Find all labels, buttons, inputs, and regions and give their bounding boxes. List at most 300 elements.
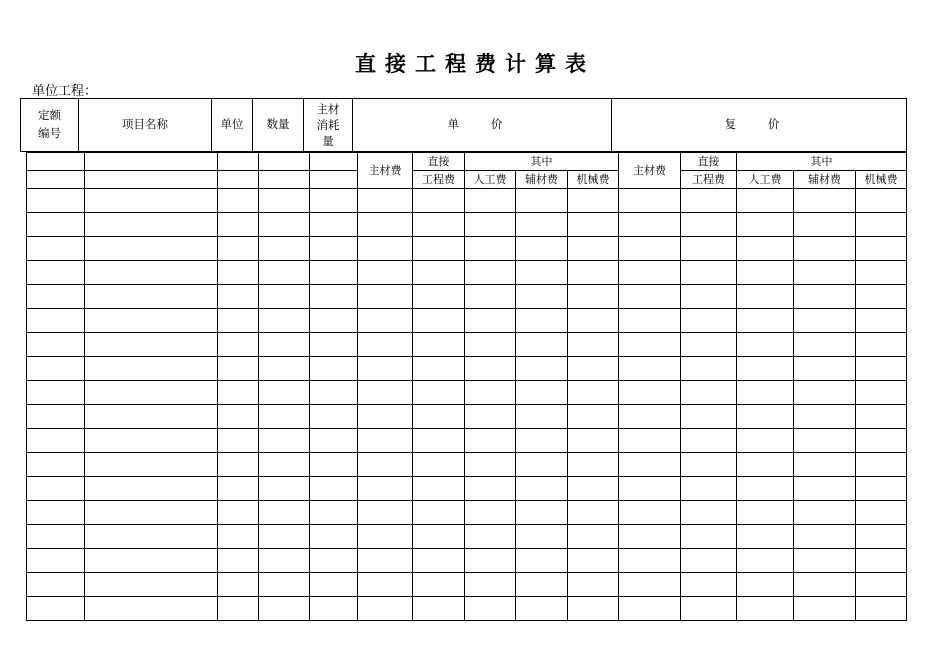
table-cell[interactable]: [310, 357, 358, 381]
table-cell[interactable]: [568, 501, 619, 525]
table-cell[interactable]: [218, 573, 259, 597]
table-cell[interactable]: [737, 237, 794, 261]
table-cell[interactable]: [856, 237, 907, 261]
header-total-price: 复 价: [612, 99, 907, 152]
table-cell[interactable]: [413, 285, 465, 309]
table-row: [27, 453, 907, 477]
table-cell[interactable]: [681, 213, 737, 237]
table-cell[interactable]: [218, 189, 259, 213]
header-main-material-consumption: [304, 99, 353, 152]
table-cell[interactable]: [465, 453, 516, 477]
table-cell[interactable]: [358, 405, 413, 429]
table-cell[interactable]: [218, 333, 259, 357]
table-cell[interactable]: [358, 429, 413, 453]
table-cell[interactable]: [681, 525, 737, 549]
table-cell[interactable]: [358, 501, 413, 525]
table-cell[interactable]: [794, 525, 856, 549]
table-cell[interactable]: [85, 213, 218, 237]
unit-direct-cost-line2: 工程费: [413, 171, 465, 189]
table-cell[interactable]: [358, 381, 413, 405]
table-cell[interactable]: [259, 285, 310, 309]
table-cell[interactable]: [413, 189, 465, 213]
table-cell[interactable]: [358, 333, 413, 357]
total-of-which: 其中: [737, 153, 907, 171]
table-cell[interactable]: [681, 381, 737, 405]
table-cell[interactable]: [619, 357, 681, 381]
table-cell[interactable]: [465, 477, 516, 501]
table-cell[interactable]: [516, 405, 568, 429]
table-cell[interactable]: [218, 381, 259, 405]
table-cell[interactable]: [794, 501, 856, 525]
table-cell[interactable]: [619, 333, 681, 357]
table-cell[interactable]: [310, 405, 358, 429]
table-cell[interactable]: [619, 477, 681, 501]
table-cell[interactable]: [259, 333, 310, 357]
table-body: [27, 189, 907, 621]
table-cell[interactable]: [681, 309, 737, 333]
table-cell[interactable]: [619, 189, 681, 213]
table-cell[interactable]: [619, 405, 681, 429]
table-cell[interactable]: [794, 429, 856, 453]
table-cell[interactable]: [85, 333, 218, 357]
table-cell[interactable]: [85, 597, 218, 621]
table-cell[interactable]: [310, 549, 358, 573]
table-cell[interactable]: [681, 429, 737, 453]
table-cell[interactable]: [737, 189, 794, 213]
table-cell[interactable]: [218, 237, 259, 261]
table-cell[interactable]: [218, 597, 259, 621]
table-cell[interactable]: [856, 405, 907, 429]
header-unit-price: 单 价: [353, 99, 612, 152]
table-cell[interactable]: [358, 477, 413, 501]
table-cell[interactable]: [218, 261, 259, 285]
table-cell[interactable]: [358, 549, 413, 573]
table-cell[interactable]: [856, 357, 907, 381]
table-cell[interactable]: [856, 285, 907, 309]
table-cell[interactable]: [27, 189, 85, 213]
table-cell[interactable]: [85, 429, 218, 453]
table-cell[interactable]: [568, 237, 619, 261]
table-cell[interactable]: [259, 357, 310, 381]
table-cell[interactable]: [310, 285, 358, 309]
table-cell[interactable]: [465, 405, 516, 429]
table-cell[interactable]: [259, 189, 310, 213]
cost-calculation-table: [26, 152, 907, 621]
table-cell[interactable]: [737, 261, 794, 285]
table-cell[interactable]: [619, 213, 681, 237]
table-cell[interactable]: [856, 477, 907, 501]
unit-labor-fee: 人工费: [465, 171, 516, 189]
table-cell[interactable]: [358, 189, 413, 213]
table-cell[interactable]: [259, 549, 310, 573]
table-cell[interactable]: [856, 549, 907, 573]
table-cell[interactable]: [310, 429, 358, 453]
table-cell[interactable]: [85, 285, 218, 309]
table-cell[interactable]: [794, 357, 856, 381]
table-cell[interactable]: [465, 261, 516, 285]
table-cell[interactable]: [413, 525, 465, 549]
table-cell[interactable]: [619, 285, 681, 309]
table-cell[interactable]: [465, 213, 516, 237]
table-cell[interactable]: [218, 549, 259, 573]
table-cell[interactable]: [310, 453, 358, 477]
header-quantity: 数量: [253, 99, 304, 152]
table-cell[interactable]: [310, 189, 358, 213]
table-cell[interactable]: [856, 525, 907, 549]
header-mmc-line1: 主材: [316, 101, 340, 116]
table-cell[interactable]: [568, 525, 619, 549]
table-cell[interactable]: [568, 429, 619, 453]
table-cell[interactable]: [737, 429, 794, 453]
table-cell[interactable]: [737, 213, 794, 237]
table-cell[interactable]: [856, 309, 907, 333]
table-cell[interactable]: [465, 549, 516, 573]
table-cell[interactable]: [259, 477, 310, 501]
table-cell[interactable]: [568, 477, 619, 501]
total-labor-fee: 人工费: [737, 171, 794, 189]
table-cell[interactable]: [358, 525, 413, 549]
table-cell[interactable]: [465, 333, 516, 357]
table-row: [27, 237, 907, 261]
table-cell[interactable]: [568, 405, 619, 429]
table-cell[interactable]: [681, 453, 737, 477]
empty-cell: [85, 171, 218, 189]
table-cell[interactable]: [218, 477, 259, 501]
table-cell[interactable]: [619, 501, 681, 525]
table-cell[interactable]: [310, 573, 358, 597]
table-cell[interactable]: [259, 453, 310, 477]
table-cell[interactable]: [218, 213, 259, 237]
table-cell[interactable]: [794, 285, 856, 309]
header-mmc-line2: 消耗: [316, 117, 340, 132]
table-cell[interactable]: [516, 381, 568, 405]
table-cell[interactable]: [218, 453, 259, 477]
table-cell[interactable]: [856, 189, 907, 213]
page-title: 直接工程费计算表: [355, 51, 595, 76]
table-cell[interactable]: [358, 309, 413, 333]
table-cell[interactable]: [681, 237, 737, 261]
table-cell[interactable]: [27, 501, 85, 525]
table-cell[interactable]: [85, 189, 218, 213]
table-cell[interactable]: [794, 597, 856, 621]
table-cell[interactable]: [27, 405, 85, 429]
table-cell[interactable]: [85, 309, 218, 333]
table-cell[interactable]: [516, 501, 568, 525]
table-cell[interactable]: [413, 309, 465, 333]
table-cell[interactable]: [85, 405, 218, 429]
table-cell[interactable]: [516, 429, 568, 453]
table-cell[interactable]: [310, 525, 358, 549]
table-cell[interactable]: [413, 453, 465, 477]
table-cell[interactable]: [568, 453, 619, 477]
table-cell[interactable]: [737, 597, 794, 621]
table-cell[interactable]: [465, 381, 516, 405]
table-cell[interactable]: [681, 189, 737, 213]
table-cell[interactable]: [681, 573, 737, 597]
table-cell[interactable]: [358, 285, 413, 309]
table-cell[interactable]: [568, 357, 619, 381]
table-cell[interactable]: [413, 237, 465, 261]
table-cell[interactable]: [516, 309, 568, 333]
table-cell[interactable]: [856, 429, 907, 453]
table-cell[interactable]: [259, 573, 310, 597]
table-cell[interactable]: [259, 213, 310, 237]
table-cell[interactable]: [516, 333, 568, 357]
table-cell[interactable]: [681, 597, 737, 621]
table-cell[interactable]: [794, 573, 856, 597]
table-cell[interactable]: [737, 405, 794, 429]
table-row: [27, 309, 907, 333]
table-cell[interactable]: [568, 213, 619, 237]
table-cell[interactable]: [218, 525, 259, 549]
table-cell[interactable]: [856, 261, 907, 285]
table-cell[interactable]: [516, 261, 568, 285]
table-cell[interactable]: [413, 357, 465, 381]
table-cell[interactable]: [794, 237, 856, 261]
table-cell[interactable]: [794, 333, 856, 357]
table-cell[interactable]: [681, 285, 737, 309]
table-cell[interactable]: [856, 501, 907, 525]
table-cell[interactable]: [516, 549, 568, 573]
table-cell[interactable]: [413, 429, 465, 453]
table-cell[interactable]: [27, 549, 85, 573]
table-cell[interactable]: [27, 333, 85, 357]
table-cell[interactable]: [259, 309, 310, 333]
table-cell[interactable]: [516, 597, 568, 621]
table-cell[interactable]: [794, 261, 856, 285]
table-cell[interactable]: [516, 525, 568, 549]
table-cell[interactable]: [310, 333, 358, 357]
table-row: [27, 285, 907, 309]
table-cell[interactable]: [259, 405, 310, 429]
table-cell[interactable]: [27, 381, 85, 405]
table-cell[interactable]: [737, 285, 794, 309]
table-cell[interactable]: [516, 573, 568, 597]
table-cell[interactable]: [413, 261, 465, 285]
table-cell[interactable]: [619, 429, 681, 453]
table-cell[interactable]: [27, 573, 85, 597]
table-cell[interactable]: [358, 453, 413, 477]
table-cell[interactable]: [681, 357, 737, 381]
table-cell[interactable]: [856, 573, 907, 597]
table-cell[interactable]: [568, 261, 619, 285]
table-cell[interactable]: [85, 525, 218, 549]
table-cell[interactable]: [516, 477, 568, 501]
table-cell[interactable]: [413, 333, 465, 357]
unit-project-label: 单位工程：: [32, 84, 98, 99]
table-cell[interactable]: [737, 357, 794, 381]
table-cell[interactable]: [856, 213, 907, 237]
table-cell[interactable]: [413, 477, 465, 501]
table-cell[interactable]: [465, 357, 516, 381]
table-cell[interactable]: [310, 501, 358, 525]
table-cell[interactable]: [737, 309, 794, 333]
table-cell[interactable]: [413, 573, 465, 597]
table-cell[interactable]: [85, 261, 218, 285]
table-cell[interactable]: [27, 525, 85, 549]
table-cell[interactable]: [516, 357, 568, 381]
table-cell[interactable]: [737, 381, 794, 405]
table-cell[interactable]: [413, 405, 465, 429]
table-cell[interactable]: [27, 237, 85, 261]
table-cell[interactable]: [358, 261, 413, 285]
table-cell[interactable]: [856, 453, 907, 477]
total-direct-cost-line1: 直接: [681, 153, 737, 171]
table-row: [27, 261, 907, 285]
table-cell[interactable]: [681, 261, 737, 285]
table-cell[interactable]: [568, 597, 619, 621]
table-cell[interactable]: [465, 429, 516, 453]
table-cell[interactable]: [27, 429, 85, 453]
table-cell[interactable]: [737, 501, 794, 525]
table-cell[interactable]: [794, 213, 856, 237]
table-cell[interactable]: [568, 333, 619, 357]
table-cell[interactable]: [737, 453, 794, 477]
table-cell[interactable]: [27, 285, 85, 309]
table-cell[interactable]: [619, 453, 681, 477]
table-cell[interactable]: [85, 501, 218, 525]
table-cell[interactable]: [794, 405, 856, 429]
table-cell[interactable]: [85, 453, 218, 477]
table-cell[interactable]: [794, 477, 856, 501]
table-cell[interactable]: [413, 501, 465, 525]
table-cell[interactable]: [358, 597, 413, 621]
table-cell[interactable]: [619, 309, 681, 333]
table-cell[interactable]: [794, 381, 856, 405]
table-cell[interactable]: [681, 549, 737, 573]
table-cell[interactable]: [218, 357, 259, 381]
table-cell[interactable]: [856, 597, 907, 621]
table-cell[interactable]: [465, 597, 516, 621]
table-cell[interactable]: [27, 357, 85, 381]
table-cell[interactable]: [568, 189, 619, 213]
table-cell[interactable]: [85, 573, 218, 597]
table-cell[interactable]: [85, 477, 218, 501]
table-cell[interactable]: [568, 573, 619, 597]
table-cell[interactable]: [737, 573, 794, 597]
table-cell[interactable]: [259, 597, 310, 621]
table-cell[interactable]: [568, 285, 619, 309]
table-cell[interactable]: [516, 213, 568, 237]
unit-main-material-fee: 主材费: [358, 153, 413, 189]
header-quota-number-line2: 编号: [38, 126, 61, 140]
table-cell[interactable]: [856, 333, 907, 357]
table-cell[interactable]: [310, 477, 358, 501]
table-cell[interactable]: [27, 453, 85, 477]
table-cell[interactable]: [737, 333, 794, 357]
table-cell[interactable]: [27, 597, 85, 621]
table-cell[interactable]: [737, 525, 794, 549]
table-cell[interactable]: [794, 453, 856, 477]
table-cell[interactable]: [681, 333, 737, 357]
table-cell[interactable]: [619, 597, 681, 621]
table-cell[interactable]: [218, 309, 259, 333]
table-cell[interactable]: [310, 213, 358, 237]
table-cell[interactable]: [794, 309, 856, 333]
table-cell[interactable]: [794, 549, 856, 573]
table-cell[interactable]: [413, 549, 465, 573]
table-cell[interactable]: [27, 477, 85, 501]
table-cell[interactable]: [619, 549, 681, 573]
table-cell[interactable]: [516, 237, 568, 261]
table-cell[interactable]: [218, 405, 259, 429]
table-cell[interactable]: [856, 381, 907, 405]
table-cell[interactable]: [465, 189, 516, 213]
table-cell[interactable]: [465, 309, 516, 333]
table-cell[interactable]: [259, 381, 310, 405]
table-cell[interactable]: [794, 189, 856, 213]
table-cell[interactable]: [85, 549, 218, 573]
table-cell[interactable]: [27, 213, 85, 237]
table-cell[interactable]: [358, 213, 413, 237]
table-cell[interactable]: [358, 237, 413, 261]
table-cell[interactable]: [619, 525, 681, 549]
table-cell[interactable]: [218, 429, 259, 453]
table-cell[interactable]: [259, 501, 310, 525]
table-cell[interactable]: [259, 525, 310, 549]
table-cell[interactable]: [259, 237, 310, 261]
table-cell[interactable]: [681, 405, 737, 429]
table-cell[interactable]: [85, 381, 218, 405]
table-cell[interactable]: [681, 501, 737, 525]
table-row: [27, 189, 907, 213]
table-cell[interactable]: [619, 237, 681, 261]
table-cell[interactable]: [516, 189, 568, 213]
table-cell[interactable]: [568, 549, 619, 573]
table-cell[interactable]: [465, 573, 516, 597]
header-mmc-line3: 量: [322, 134, 334, 149]
table-cell[interactable]: [737, 549, 794, 573]
table-cell[interactable]: [310, 381, 358, 405]
table-cell[interactable]: [310, 261, 358, 285]
table-cell[interactable]: [85, 357, 218, 381]
table-cell[interactable]: [619, 573, 681, 597]
table-cell[interactable]: [27, 309, 85, 333]
total-main-material-fee: 主材费: [619, 153, 681, 189]
table-cell[interactable]: [465, 285, 516, 309]
table-cell[interactable]: [358, 357, 413, 381]
table-cell[interactable]: [259, 261, 310, 285]
table-cell[interactable]: [737, 477, 794, 501]
table-cell[interactable]: [681, 477, 737, 501]
table-cell[interactable]: [465, 237, 516, 261]
table-cell[interactable]: [413, 381, 465, 405]
table-cell[interactable]: [218, 285, 259, 309]
table-cell[interactable]: [465, 501, 516, 525]
table-cell[interactable]: [413, 213, 465, 237]
table-cell[interactable]: [568, 309, 619, 333]
table-cell[interactable]: [619, 261, 681, 285]
table-cell[interactable]: [85, 237, 218, 261]
empty-cell: [259, 171, 310, 189]
table-cell[interactable]: [358, 573, 413, 597]
table-cell[interactable]: [310, 309, 358, 333]
table-cell[interactable]: [465, 525, 516, 549]
table-cell[interactable]: [218, 501, 259, 525]
table-cell[interactable]: [516, 285, 568, 309]
table-cell[interactable]: [413, 597, 465, 621]
table-cell[interactable]: [259, 429, 310, 453]
total-machinery-fee: 机械费: [856, 171, 907, 189]
table-cell[interactable]: [619, 381, 681, 405]
unit-machinery-fee: 机械费: [568, 171, 619, 189]
table-cell[interactable]: [568, 381, 619, 405]
table-cell[interactable]: [310, 237, 358, 261]
table-cell[interactable]: [516, 453, 568, 477]
table-cell[interactable]: [27, 261, 85, 285]
table-cell[interactable]: [310, 597, 358, 621]
empty-cell: [218, 153, 259, 171]
